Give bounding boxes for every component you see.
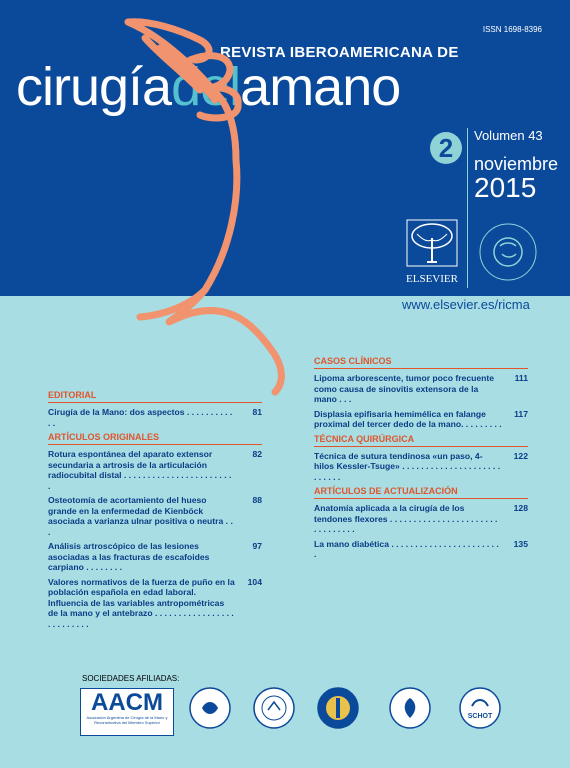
issue-number-badge: 2 (430, 132, 462, 164)
title-part-3: amano (240, 57, 401, 117)
toc-entry[interactable] (314, 409, 528, 430)
issue-month: noviembre (474, 154, 559, 174)
brazil-society-logo-icon (188, 686, 232, 730)
website-link[interactable]: www.elsevier.es/ricma (402, 297, 530, 312)
toc-entry-title: Lipoma arborescente, tumor poco frecuente como causa de sinovitis extensora de la mano . . . (314, 373, 495, 404)
section-heading-editorial: EDITORIAL (48, 390, 262, 403)
toc-entry[interactable] (48, 577, 262, 630)
elsevier-logo (400, 218, 464, 290)
section-heading-tecnica: TÉCNICA QUIRÚRGICA (314, 434, 528, 447)
aacm-logo (80, 688, 174, 736)
toc-entry-title: La mano diabética . . . . . . . . . . . . . . . . . . . . . . . . (314, 538, 499, 559)
toc-entry-title: Rotura espontánea del aparato extensor secundaria a artrosis de la articulación radiocubital distal . . . . . . . . . . . . . . . . . . . . . . . . (48, 449, 232, 491)
society-logo-icon (478, 222, 538, 282)
toc-entry-page: 97 (252, 541, 262, 551)
toc-entry-title: Valores normativos de la fuerza de puño en la población española en edad laboral. Influencia de las variables antropométricas de la mano y el antebrazo . . . . . . . . . . . . . . . . . . . . . . . . . . (48, 576, 235, 629)
society-seal-icon (316, 686, 360, 730)
aacm-name: AACM (91, 689, 163, 716)
toc-entry-page: 104 (247, 576, 262, 587)
toc-entry-title: Osteotomía de acortamiento del hueso grande en la enfermedad de Kienböck asociada a varianza ulnar positiva o neutra . . . (48, 495, 233, 537)
toc-entry[interactable] (314, 373, 528, 405)
toc-entry-page: 135 (513, 538, 528, 549)
journal-subtitle: REVISTA IBEROAMERICANA DE (220, 44, 459, 61)
society-seal-icon (388, 686, 432, 730)
section-heading-originales: ARTÍCULOS ORIGINALES (48, 432, 262, 445)
left-contents-column (48, 386, 262, 633)
toc-entry-title: Análisis artroscópico de las lesiones asociadas a las fracturas de escafoides carpiano . . . . . . . . (48, 541, 210, 572)
society-seal-icon (252, 686, 296, 730)
toc-entry-page: 111 (514, 373, 528, 383)
schot-label: SCHOT (467, 713, 493, 720)
toc-entry-page: 122 (513, 450, 528, 461)
toc-entry-title: Displasia epifisaria hemimélica en falange proximal del tercer dedo de la mano. . . . . . . . . (314, 408, 502, 429)
toc-entry[interactable] (48, 495, 262, 537)
journal-title (16, 57, 401, 117)
toc-entry-page: 117 (514, 408, 528, 419)
schot-logo-icon (458, 686, 502, 730)
title-part-1: cirugía (16, 57, 172, 117)
toc-entry-title: Técnica de sutura tendinosa «un paso, 4-hilos Kessler-Tsuge» . . . . . . . . . . . . . . . . . . . . . . . . . . . (314, 450, 501, 482)
toc-entry-page: 128 (513, 503, 528, 513)
issn: ISSN 1698-8396 (482, 25, 542, 34)
title-part-2: del (171, 57, 241, 117)
toc-entry-page: 88 (252, 495, 262, 505)
toc-entry[interactable] (48, 449, 262, 491)
toc-entry-page: 82 (252, 449, 262, 459)
toc-entry[interactable] (314, 539, 528, 560)
section-heading-casos: CASOS CLÍNICOS (314, 356, 528, 369)
volume: Volumen 43 (474, 128, 543, 143)
affiliated-societies-label: SOCIEDADES AFILIADAS: (82, 674, 180, 683)
aacm-subtitle: Asociación Argentina de Cirugía de la Mano y Reconstructiva del Miembro Superior (86, 715, 168, 725)
divider-line (467, 128, 468, 288)
toc-entry[interactable] (314, 451, 528, 483)
elsevier-tree-icon (405, 218, 459, 268)
section-heading-actualizacion: ARTÍCULOS DE ACTUALIZACIÓN (314, 486, 528, 499)
issue-year: 2015 (474, 172, 537, 203)
toc-entry[interactable] (48, 541, 262, 573)
toc-entry[interactable] (48, 407, 262, 428)
elsevier-label: ELSEVIER (406, 273, 458, 285)
toc-entry-title: Cirugía de la Mano: dos aspectos . . . . . . . . . . . . (48, 407, 233, 428)
right-contents-column (314, 352, 528, 564)
toc-entry-title: Anatomía aplicada a la cirugía de los tendones flexores . . . . . . . . . . . . . . . . . . . . . . . . . . . . . . . . (314, 503, 498, 534)
toc-entry[interactable] (314, 503, 528, 535)
toc-entry-page: 81 (252, 407, 262, 417)
